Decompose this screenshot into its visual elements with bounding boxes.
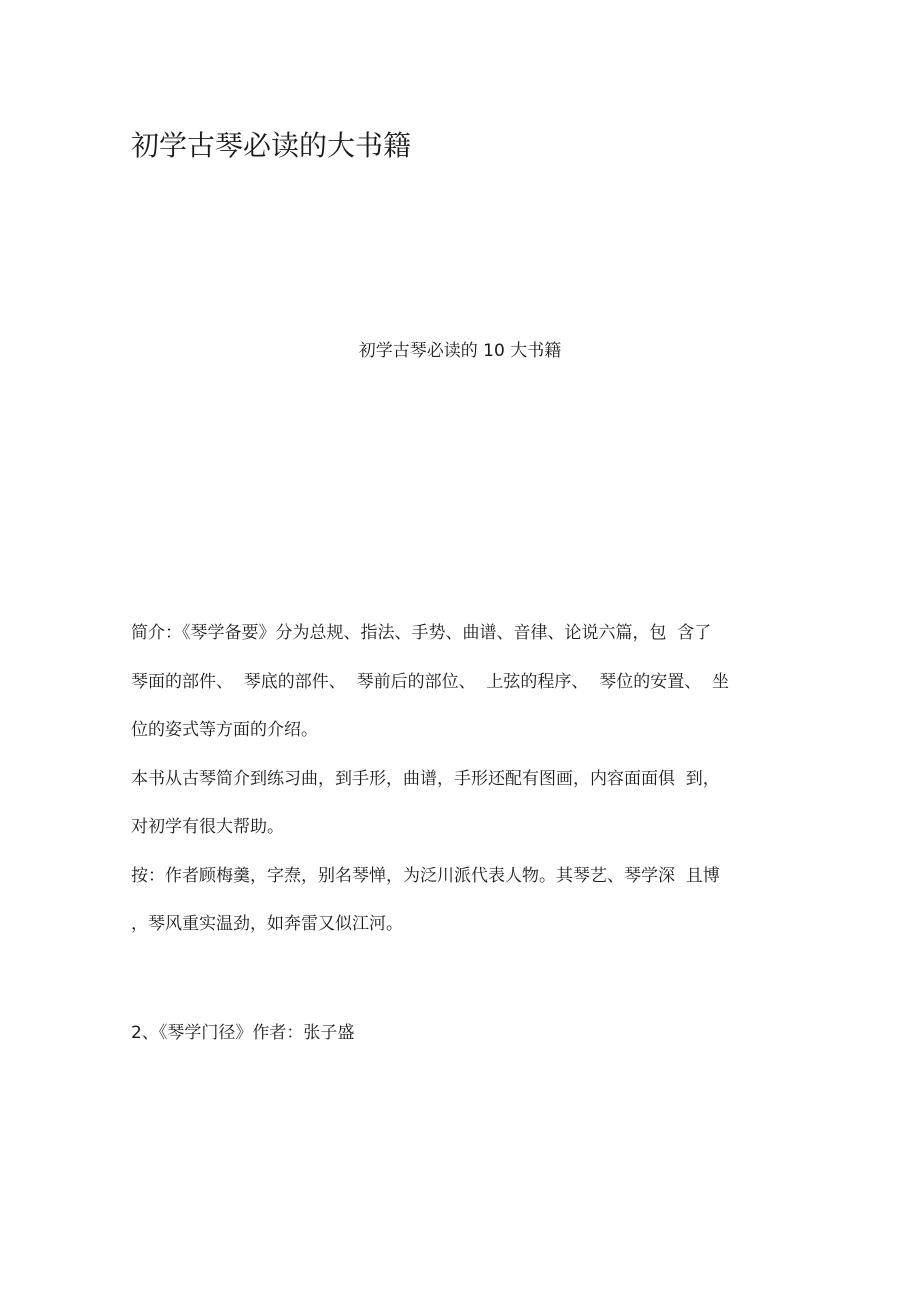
intro-line-2: 琴面的部件、 琴底的部件、 琴前后的部位、 上弦的程序、 琴位的安置、 坐 — [131, 672, 730, 692]
content-line-1: 本书从古琴简介到练习曲，到手形，曲谱，手形还配有图画，内容面面俱 到， — [131, 769, 720, 789]
content-line-2: 对初学有很大帮助。 — [131, 817, 284, 837]
note-line-2: ，琴风重实温劲，如奔雷又似江河。 — [131, 914, 403, 934]
intro-line-3: 位的姿式等方面的介绍。 — [131, 720, 318, 740]
document-title: 初学古琴必读的大书籍 — [131, 129, 412, 162]
intro-line-1: 简介：《琴学备要》分为总规、指法、手势、曲谱、音律、论说六篇，包 含了 — [131, 623, 712, 643]
document-subtitle: 初学古琴必读的 10 大书籍 — [358, 341, 562, 361]
note-line-1: 按：作者顾梅羹，字焘，别名琴惮，为泛川派代表人物。其琴艺、琴学深 且博 — [131, 866, 720, 886]
book-heading-2: 2、《琴学门径》作者：张子盛 — [131, 1023, 355, 1043]
